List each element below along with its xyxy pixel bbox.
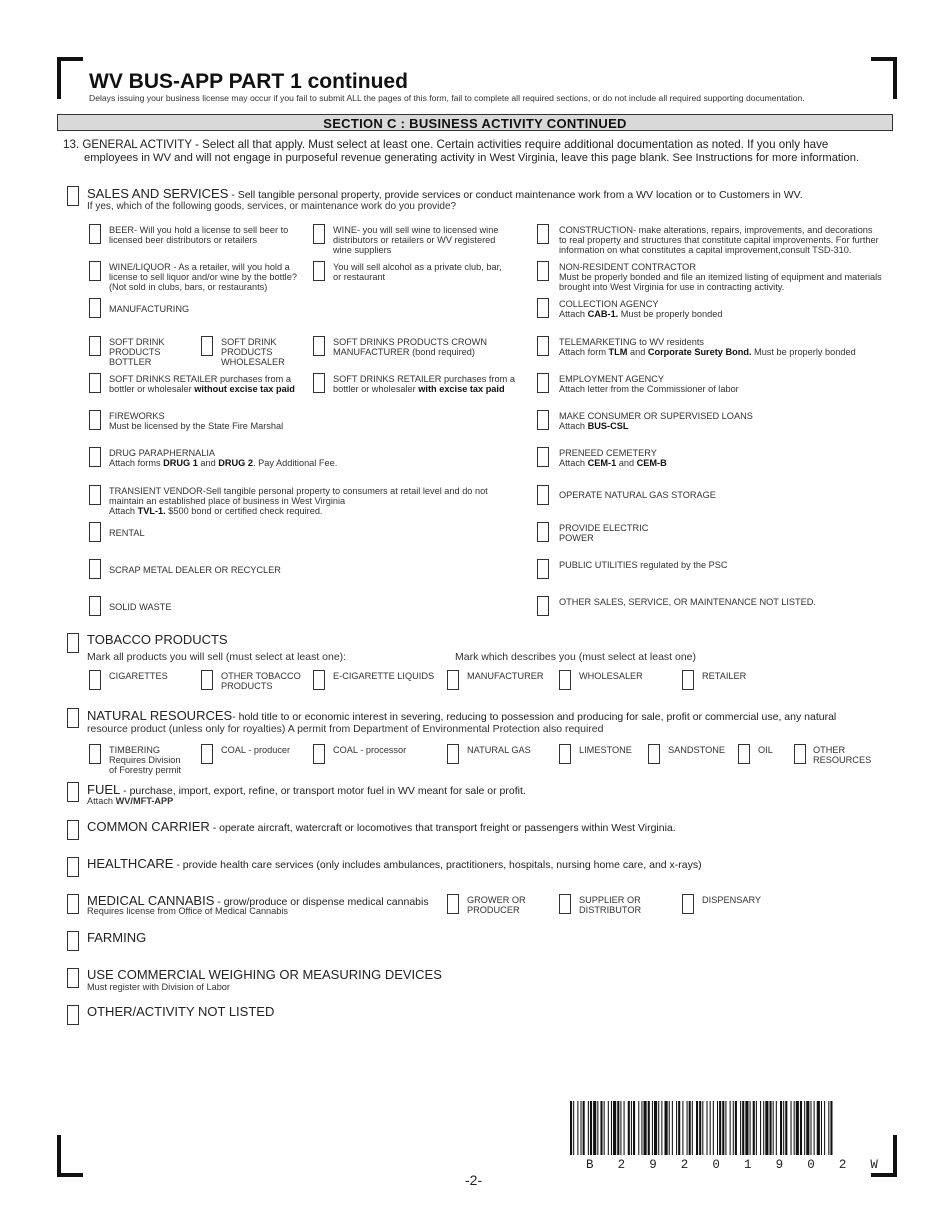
barcode-bar [773,1101,774,1155]
barcode-bar [570,1101,572,1155]
supplier-distributor-label: SUPPLIER OR DISTRIBUTOR [579,895,642,915]
natural-resources-heading: NATURAL RESOURCES- hold title to or economic interest in severing, reducing to possession and producing for sale, profit or commercial use, any natural [87,708,837,723]
healthcare-checkbox[interactable] [67,857,79,877]
barcode-bar [740,1101,741,1155]
alcohol-club-checkbox[interactable] [313,261,325,281]
collection-agency-checkbox[interactable] [537,298,549,318]
public-utilities-label: PUBLIC UTILITIES regulated by the PSC [559,560,728,570]
barcode-bar [696,1101,698,1155]
collection-agency-label: COLLECTION AGENCY Attach CAB-1. Must be properly bonded [559,299,723,319]
barcode-bar [699,1101,701,1155]
limestone-label: LIMESTONE [579,745,632,755]
preneed-cemetery-checkbox[interactable] [537,447,549,467]
transient-vendor-checkbox[interactable] [89,485,101,505]
electric-power-checkbox[interactable] [537,522,549,542]
barcode-bar [810,1101,811,1155]
barcode-bar [624,1101,625,1155]
wine-liquor-checkbox[interactable] [89,261,101,281]
barcode-bar [583,1101,585,1155]
barcode-bar [577,1101,578,1155]
barcode-bar [830,1101,832,1155]
barcode-bar [765,1101,768,1155]
preneed-cemetery-label: PRENEED CEMETERY Attach CEM-1 and CEM-B [559,448,667,468]
public-utilities-checkbox[interactable] [537,559,549,579]
barcode-bar [713,1101,714,1155]
soft-drink-crown-checkbox[interactable] [313,336,325,356]
sandstone-checkbox[interactable] [648,744,660,764]
barcode-bar [750,1101,751,1155]
tobacco-manufacturer-checkbox[interactable] [447,670,459,690]
common-carrier-heading: COMMON CARRIER - operate aircraft, watercraft or locomotives that transport freight or passengers within West Virginia. [87,819,676,834]
page-number: -2- [465,1172,483,1188]
barcode-bar [581,1101,582,1155]
construction-label: CONSTRUCTION- make alterations, repairs, improvements, and decorations to real property and structures that constitute capital improvements. For further information on what constitutes a capital improvement,consult TSD-310. [559,225,879,255]
barcode-bar [654,1101,657,1155]
manufacturing-checkbox[interactable] [89,298,101,318]
tobacco-retailer-checkbox[interactable] [682,670,694,690]
other-sales-checkbox[interactable] [537,596,549,616]
barcode-bar [687,1101,688,1155]
oil-label: OIL [758,745,773,755]
medical-cannabis-heading: MEDICAL CANNABIS - grow/produce or dispense medical cannabis [87,893,429,908]
beer-checkbox[interactable] [89,224,101,244]
natural-resources-line-2: resource product (unless only for royalties) A permit from Department of Environmental Protection also required [87,723,604,735]
tobacco-wholesaler-checkbox[interactable] [559,670,571,690]
scrap-metal-checkbox[interactable] [89,559,101,579]
barcode-bar [641,1101,642,1155]
tobacco-manufacturer-label: MANUFACTURER [467,671,544,681]
natural-gas-storage-label: OPERATE NATURAL GAS STORAGE [559,490,716,500]
medical-cannabis-checkbox[interactable] [67,894,79,914]
corner-mark-top-right [871,57,897,99]
barcode-bar [791,1101,792,1155]
barcode-bar [753,1101,755,1155]
natural-gas-storage-checkbox[interactable] [537,485,549,505]
soft-drink-bottler-label: SOFT DRINK PRODUCTS BOTTLER [109,337,165,367]
barcode-bar [800,1101,802,1155]
healthcare-heading: HEALTHCARE - provide health care services (only includes ambulances, practitioners, hospitals, nursing home care, and x-rays) [87,856,702,871]
wine-checkbox[interactable] [313,224,325,244]
soft-drink-wholesaler-checkbox[interactable] [201,336,213,356]
employment-agency-label: EMPLOYMENT AGENCY Attach letter from the Commissioner of labor [559,374,739,394]
dispensary-label: DISPENSARY [702,895,762,905]
barcode-bar [648,1101,650,1155]
soft-drink-wholesaler-label: SOFT DRINK PRODUCTS WHOLESALER [221,337,285,367]
barcode-bar [676,1101,677,1155]
barcode-bar [652,1101,653,1155]
employment-agency-checkbox[interactable] [537,373,549,393]
barcode-bar [597,1101,598,1155]
sales-services-heading: SALES AND SERVICES - Sell tangible personal property, provide services or conduct maintenance work from a WV location or to Customers in WV. [87,186,803,201]
weighing-devices-note: Must register with Division of Labor [87,982,230,992]
barcode-bar [725,1101,726,1155]
page-subtitle: Delays issuing your business license may occur if you fail to submit ALL the pages of this form, fail to complete all required sections, or do not include all required supporting documentation. [89,93,805,103]
barcode-bar [756,1101,757,1155]
barcode-bar [633,1101,635,1155]
intro-line-2: employees in WV and will not engage in purposeful revenue generating activity in West Virginia, leave this page blank. See Instructions for more information. [84,152,860,164]
weighing-devices-heading: USE COMMERCIAL WEIGHING OR MEASURING DEVICES [87,967,442,982]
timbering-checkbox[interactable] [89,744,101,764]
barcode-bar [710,1101,711,1155]
barcode-bar [689,1101,691,1155]
telemarketing-checkbox[interactable] [537,336,549,356]
cigarettes-checkbox[interactable] [89,670,101,690]
other-sales-label: OTHER SALES, SERVICE, OR MAINTENANCE NOT LISTED. [559,597,816,607]
barcode-bar [719,1101,721,1155]
barcode-bar [817,1101,820,1155]
barcode-bar [742,1101,744,1155]
grower-producer-label: GROWER OR PRODUCER [467,895,526,915]
tobacco-wholesaler-label: WHOLESALER [579,671,643,681]
barcode-bar [763,1101,764,1155]
barcode-bar [631,1101,632,1155]
fuel-heading: FUEL - purchase, import, export, refine, or transport motor fuel in WV meant for sale or profit. [87,782,526,797]
barcode-bar [796,1101,799,1155]
ecig-liquids-checkbox[interactable] [313,670,325,690]
barcode-bar [682,1101,683,1155]
wine-label: WINE- you will sell wine to licensed wine distributors or retailers or WV registered wine suppliers [333,225,499,255]
barcode-bar [678,1101,680,1155]
coal-processor-label: COAL - processor [333,745,407,755]
farming-heading: FARMING [87,930,147,945]
barcode-bar [608,1101,609,1155]
barcode-bar [745,1101,748,1155]
barcode-bar [628,1101,630,1155]
barcode-bar [707,1101,708,1155]
barcode-bar [814,1101,815,1155]
ecig-liquids-label: E-CIGARETTE LIQUIDS [333,671,435,681]
barcode-bar [573,1101,574,1155]
barcode-bar [760,1101,761,1155]
barcode [568,1101,838,1155]
solid-waste-checkbox[interactable] [89,596,101,616]
barcode-bar [780,1101,782,1155]
barcode-bar [735,1101,737,1155]
barcode-bar [588,1101,589,1155]
barcode-bar [730,1101,731,1155]
barcode-bar [717,1101,718,1155]
intro-line-1: 13. GENERAL ACTIVITY - Select all that apply. Must select at least one. Certain activities require additional documentation as noted. If you only have [63,138,829,151]
tobacco-heading: TOBACCO PRODUCTS [87,632,228,647]
solid-waste-label: SOLID WASTE [109,602,172,612]
tobacco-role-prompt: Mark which describes you (must select at least one) [455,651,697,663]
barcode-bar [828,1101,829,1155]
barcode-bar [669,1101,670,1155]
barcode-bar [821,1101,822,1155]
page-title: WV BUS-APP PART 1 continued [89,70,408,93]
dispensary-checkbox[interactable] [682,894,694,914]
construction-checkbox[interactable] [537,224,549,244]
fuel-attach-note: Attach WV/MFT-APP [87,796,174,806]
scrap-metal-label: SCRAP METAL DEALER OR RECYCLER [109,565,281,575]
coal-processor-checkbox[interactable] [313,744,325,764]
soft-drink-crown-label: SOFT DRINKS PRODUCTS CROWN MANUFACTURER (bond required) [333,337,487,357]
telemarketing-label: TELEMARKETING to WV residents Attach form TLM and Corporate Surety Bond. Must be properly bonded [559,337,856,357]
oil-checkbox[interactable] [738,744,750,764]
barcode-bar [638,1101,639,1155]
barcode-bar [617,1101,619,1155]
drug-paraphernalia-checkbox[interactable] [89,447,101,467]
beer-label: BEER- Will you hold a license to sell beer to licensed beer distributors or retailers [109,225,289,245]
rental-checkbox[interactable] [89,522,101,542]
sales-services-checkbox[interactable] [67,186,79,206]
other-tobacco-checkbox[interactable] [201,670,213,690]
soft-drinks-retailer-with-tax-label: SOFT DRINKS RETAILER purchases from a bottler or wholesaler with excise tax paid [333,374,515,394]
barcode-bar [733,1101,734,1155]
barcode-bar [665,1101,668,1155]
barcode-bar [770,1101,772,1155]
consumer-loans-label: MAKE CONSUMER OR SUPERVISED LOANS Attach BUS-CSL [559,411,753,431]
weighing-devices-checkbox[interactable] [67,968,79,988]
natural-gas-label: NATURAL GAS [467,745,531,755]
soft-drinks-retailer-without-tax-label: SOFT DRINKS RETAILER purchases from a bottler or wholesaler without excise tax paid [109,374,295,394]
barcode-bar [722,1101,724,1155]
alcohol-club-label: You will sell alcohol as a private club, bar, or restaurant [333,262,502,282]
natural-resources-checkbox[interactable] [67,708,79,728]
soft-drink-bottler-checkbox[interactable] [89,336,101,356]
tobacco-checkbox[interactable] [67,633,79,653]
coal-producer-label: COAL - producer [221,745,291,755]
soft-drinks-retailer-without-tax-checkbox[interactable] [89,373,101,393]
barcode-bar [593,1101,596,1155]
fuel-checkbox[interactable] [67,782,79,802]
corner-mark-bottom-left [57,1135,83,1177]
transient-vendor-label: TRANSIENT VENDOR-Sell tangible personal property to consumers at retail level and do not maintain an established place of business in West Virginia Attach TVL-1. $500 bond or certified check required. [109,486,488,516]
other-resources-checkbox[interactable] [794,744,806,764]
grower-producer-checkbox[interactable] [447,894,459,914]
drug-paraphernalia-label: DRUG PARAPHERNALIA Attach forms DRUG 1 and DRUG 2. Pay Additional Fee. [109,448,338,468]
nonresident-contractor-label: NON-RESIDENT CONTRACTOR Must be properly bonded and file an itemized listing of equipment and materials brought into West Virginia for use in contracting activity. [559,262,882,292]
barcode-bar [661,1101,662,1155]
section-header [57,114,893,131]
natural-gas-checkbox[interactable] [447,744,459,764]
other-activity-heading: OTHER/ACTIVITY NOT LISTED [87,1004,275,1019]
cigarettes-label: CIGARETTES [109,671,168,681]
electric-power-label: PROVIDE ELECTRIC POWER [559,523,649,543]
other-resources-label: OTHER RESOURCES [813,745,872,765]
fireworks-label: FIREWORKS Must be licensed by the State Fire Marshal [109,411,284,431]
rental-label: RENTAL [109,528,145,538]
barcode-bar [785,1101,787,1155]
sandstone-label: SANDSTONE [668,745,726,755]
corner-mark-top-left [57,57,83,99]
supplier-distributor-checkbox[interactable] [559,894,571,914]
barcode-bar [604,1101,605,1155]
wine-liquor-label: WINE/LIQUOR - As a retailer, will you hold a license to sell liquor and/or wine by the bottle? (Not sold in clubs, bars, or restaurants) [109,262,297,292]
barcode-bar [794,1101,795,1155]
tobacco-retailer-label: RETAILER [702,671,747,681]
sales-services-question: If yes, which of the following goods, services, or maintenance work do you provide? [87,201,457,212]
common-carrier-checkbox[interactable] [67,820,79,840]
other-tobacco-label: OTHER TOBACCO PRODUCTS [221,671,301,691]
section-title: SECTION C : BUSINESS ACTIVITY CONTINUED [323,116,627,131]
medical-cannabis-note: Requires license from Office of Medical Cannabis [87,906,289,916]
consumer-loans-checkbox[interactable] [537,410,549,430]
nonresident-contractor-checkbox[interactable] [537,261,549,281]
barcode-bar [804,1101,805,1155]
barcode-bar [806,1101,809,1155]
barcode-bar [672,1101,673,1155]
manufacturing-label: MANUFACTURING [109,304,190,314]
farming-checkbox[interactable] [67,931,79,951]
barcode-bar [644,1101,647,1155]
other-activity-checkbox[interactable] [67,1005,79,1025]
barcode-bar [692,1101,693,1155]
barcode-text: B 2 9 2 0 1 9 0 2 W [586,1158,887,1172]
barcode-bar [590,1101,592,1155]
barcode-bar [611,1101,612,1155]
soft-drinks-retailer-with-tax-checkbox[interactable] [313,373,325,393]
barcode-bar [783,1101,784,1155]
limestone-checkbox[interactable] [559,744,571,764]
barcode-bar [620,1101,621,1155]
tobacco-products-prompt: Mark all products you will sell (must select at least one): [87,651,347,663]
barcode-bar [702,1101,703,1155]
fireworks-checkbox[interactable] [89,410,101,430]
barcode-bar [776,1101,777,1155]
barcode-bar [600,1101,602,1155]
barcode-bar [824,1101,825,1155]
barcode-bar [658,1101,659,1155]
barcode-bar [613,1101,616,1155]
coal-producer-checkbox[interactable] [201,744,213,764]
timbering-label: TIMBERING Requires Division of Forestry permit [109,745,181,775]
